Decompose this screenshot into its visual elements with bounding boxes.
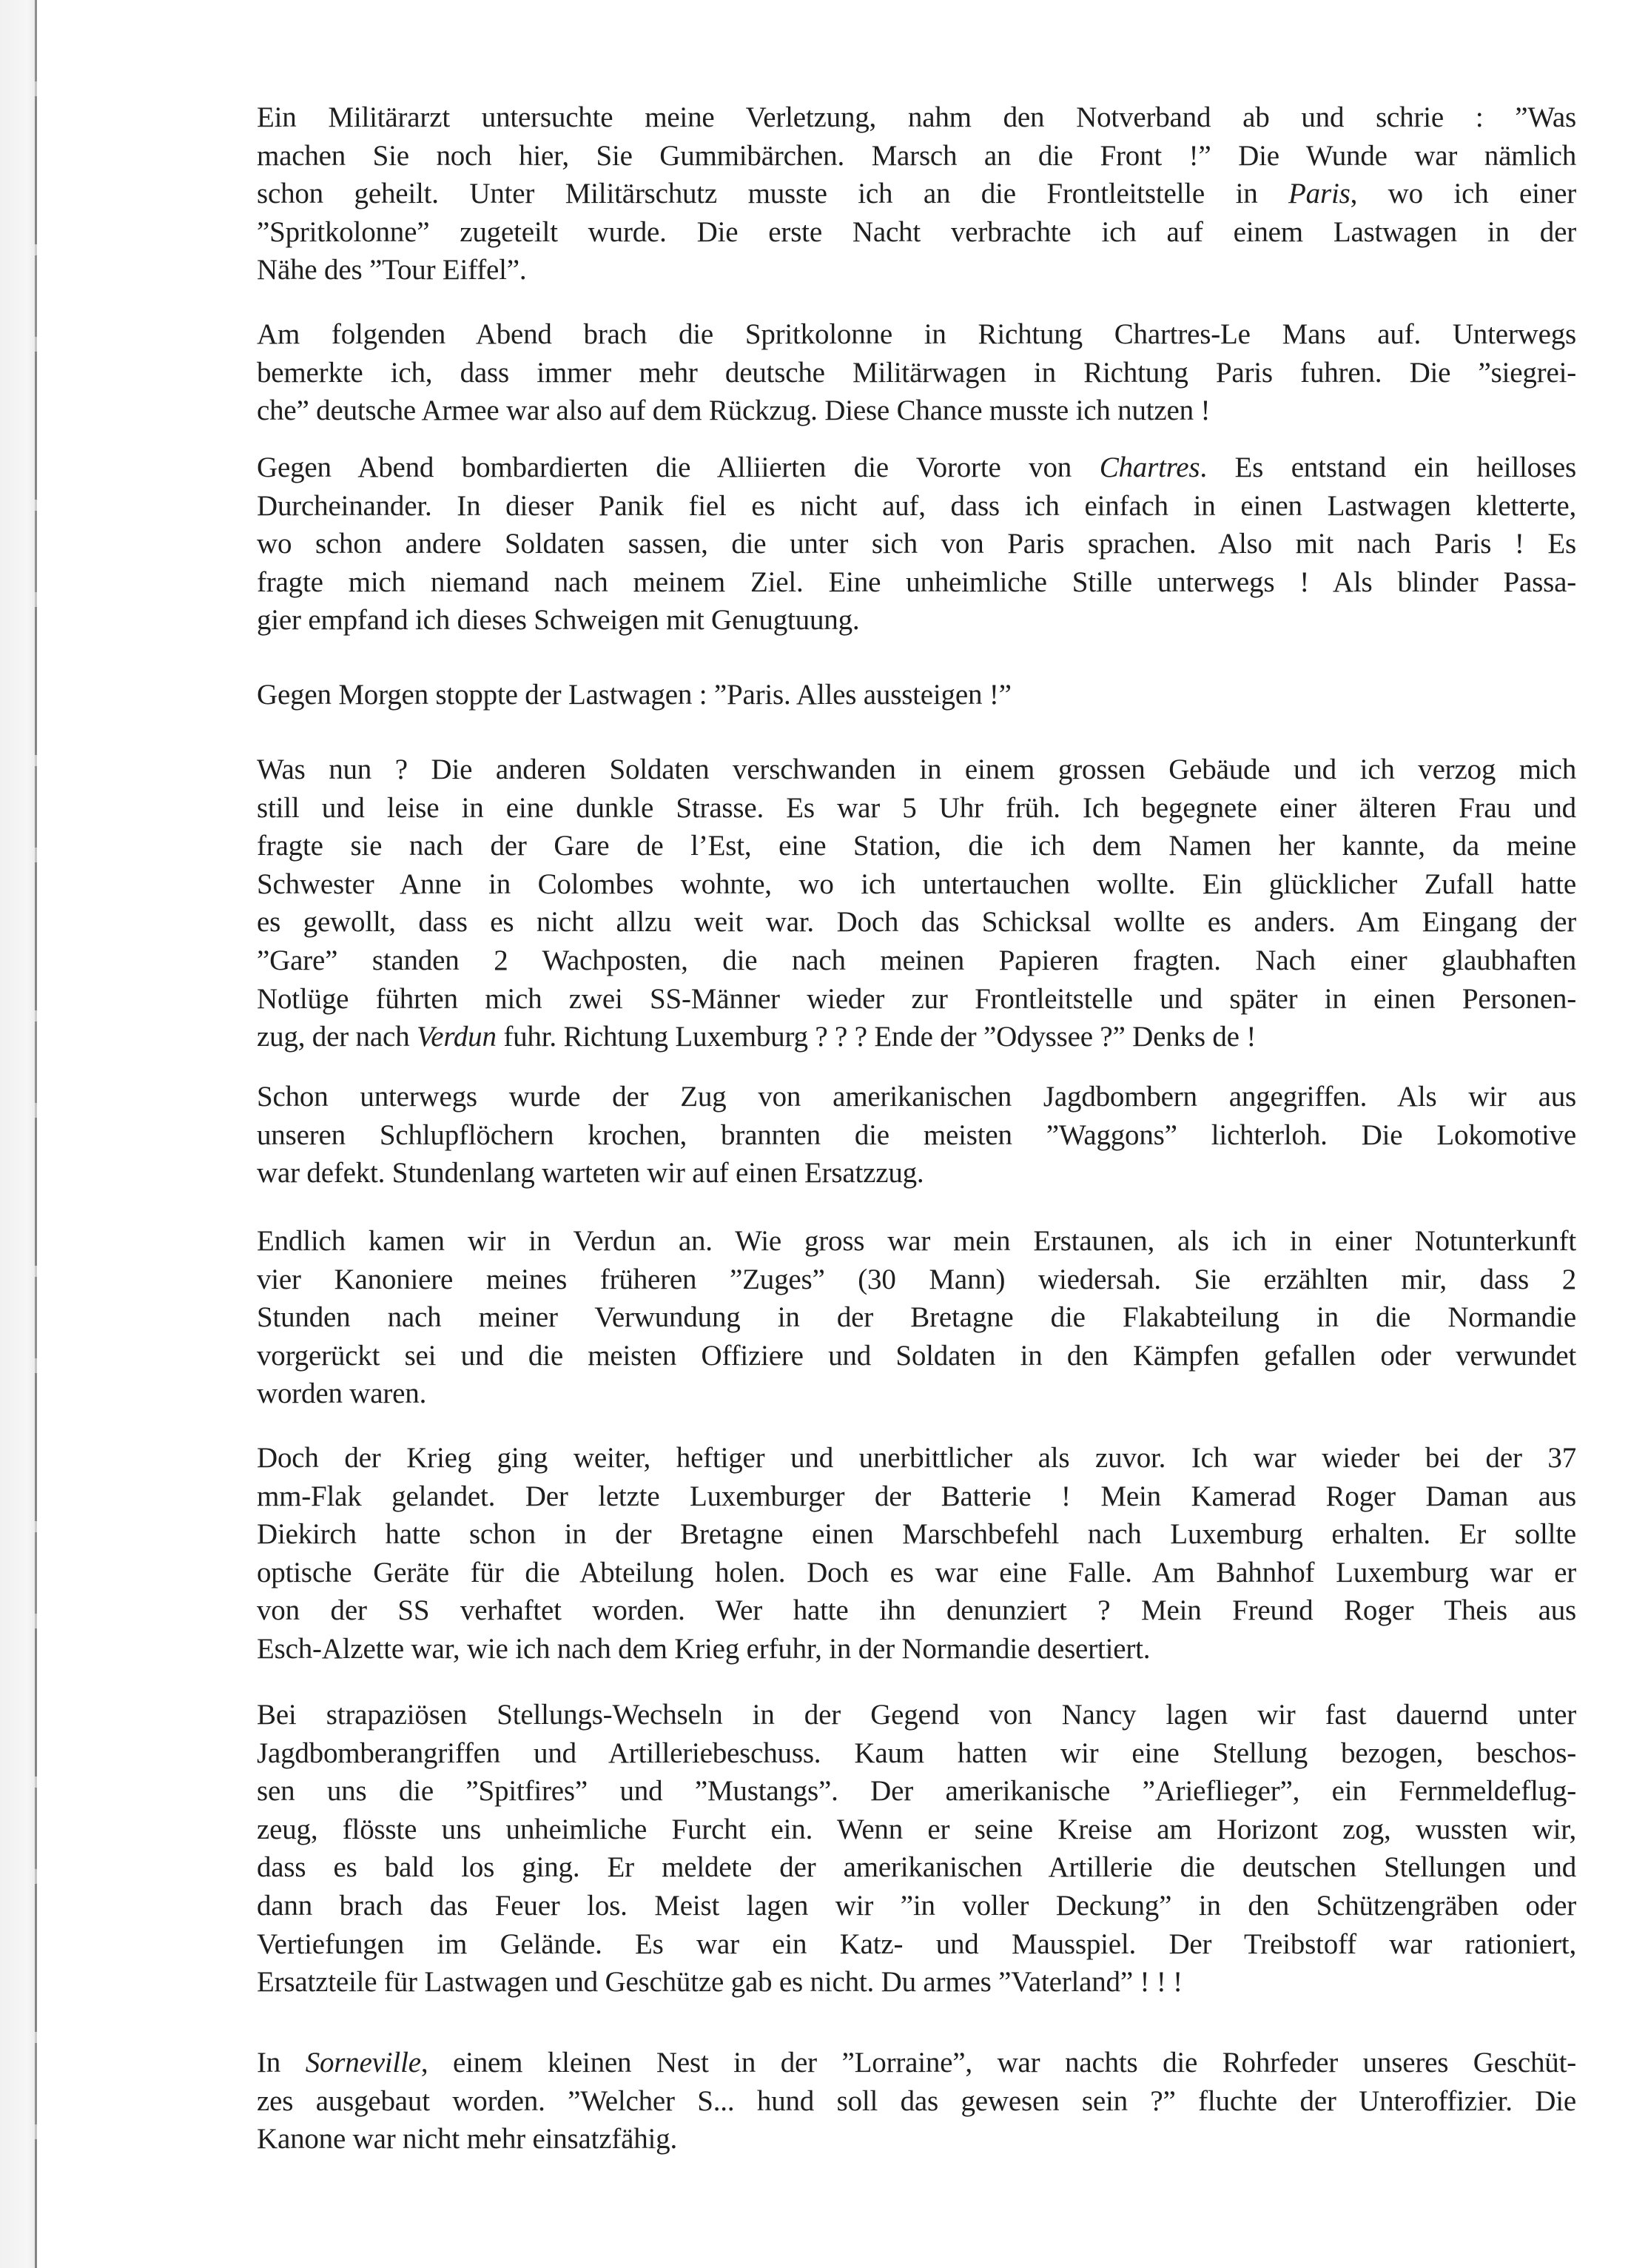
paragraph-7: [257, 1222, 1576, 1413]
text-line: Jagdbomberangriffen und Artilleriebeschuss. Kaum hatten wir eine Stellung bezogen, beschos-: [257, 1737, 1576, 1769]
text-line: fragte sie nach der Gare de l’Est, eine Station, die ich dem Namen her kannte, da meine: [257, 830, 1576, 862]
text-line: zes ausgebaut worden. ”Welcher S... hund soll das gewesen sein ?” fluchte der Unteroffizier. Die: [257, 2084, 1576, 2117]
text-line: gier empfand ich dieses Schweigen mit Genugtuung.: [257, 604, 860, 637]
document-page: [37, 0, 1648, 2268]
paragraph-5: [257, 751, 1576, 1056]
text-line: es gewollt, dass es nicht allzu weit war. Doch das Schicksal wollte es anders. Am Eingang der: [257, 906, 1576, 939]
paragraph-2: [257, 315, 1576, 430]
text-line: Bei strapaziösen Stellungs-Wechseln in der Gegend von Nancy lagen wir fast dauernd unter: [257, 1699, 1576, 1731]
paragraph-1: [257, 98, 1576, 289]
text-line: optische Geräte für die Abteilung holen. Doch es war eine Falle. Am Bahnhof Luxemburg war er: [257, 1556, 1576, 1588]
text-line: Gegen Morgen stoppte der Lastwagen : ”Paris. Alles aussteigen !”: [257, 679, 1012, 711]
text-line: Kanone war nicht mehr einsatzfähig.: [257, 2123, 678, 2155]
paragraph-4: [257, 676, 1576, 714]
text-line: wo schon andere Soldaten sassen, die unter sich von Paris sprachen. Also mit nach Paris ! Es: [257, 528, 1576, 560]
text-line: ”Spritkolonne” zugeteilt wurde. Die erste Nacht verbrachte ich auf einem Lastwagen in der: [257, 215, 1576, 248]
text-line: unseren Schlupflöchern krochen, brannten die meisten ”Waggons” lichterloh. Die Lokomotive: [257, 1118, 1576, 1151]
italic-term: Paris: [1288, 178, 1351, 210]
text-line: Schon unterwegs wurde der Zug von amerikanischen Jagdbombern angegriffen. Als wir aus: [257, 1081, 1576, 1113]
italic-term: Verdun: [416, 1021, 497, 1053]
text-line: fragte mich niemand nach meinem Ziel. Eine unheimliche Stille unterwegs ! Als blinder Passa-: [257, 566, 1576, 598]
text-line: Vertiefungen im Gelände. Es war ein Katz- und Mausspiel. Der Treibstoff war rationiert,: [257, 1928, 1576, 1960]
text-line: ”Gare” standen 2 Wachposten, die nach meinen Papieren fragten. Nach einer glaubhaften: [257, 944, 1576, 976]
page-binding-margin: [0, 0, 35, 2268]
text-line: Am folgenden Abend brach die Spritkolonne in Richtung Chartres-Le Mans auf. Unterwegs: [257, 318, 1576, 350]
paragraph-6: [257, 1078, 1576, 1192]
paragraph-9: [257, 1696, 1576, 2002]
text-line: Diekirch hatte schon in der Bretagne einen Marschbefehl nach Luxemburg erhalten. Er sollte: [257, 1518, 1576, 1551]
text-line: Was nun ? Die anderen Soldaten verschwanden in einem grossen Gebäude und ich verzog mich: [257, 754, 1576, 785]
text-line: bemerkte ich, dass immer mehr deutsche Militärwagen in Richtung Paris fuhren. Die ”siegrei-: [257, 356, 1576, 389]
text-line: schon geheilt. Unter Militärschutz musste ich an die Frontleitstelle in Paris, wo ich einer: [257, 178, 1576, 210]
text-line: che” deutsche Armee war also auf dem Rückzug. Diese Chance musste ich nutzen !: [257, 395, 1211, 427]
text-line: Nähe des ”Tour Eiffel”.: [257, 254, 527, 286]
text-line: In Sorneville, einem kleinen Nest in der ”Lorraine”, war nachts die Rohrfeder unseres Geschüt-: [257, 2047, 1576, 2079]
text-line: Schwester Anne in Colombes wohnte, wo ich untertauchen wollte. Ein glücklicher Zufall hatte: [257, 868, 1576, 900]
text-line: zeug, flösste uns unheimliche Furcht ein. Wenn er seine Kreise am Horizont zog, wussten wir,: [257, 1813, 1576, 1845]
text-line: vorgerückt sei und die meisten Offiziere und Soldaten in den Kämpfen gefallen oder verwundet: [257, 1339, 1576, 1372]
italic-term: Sorneville: [305, 2047, 421, 2079]
text-line: Stunden nach meiner Verwundung in der Bretagne die Flakabteilung in die Normandie: [257, 1301, 1576, 1334]
paragraph-8: [257, 1439, 1576, 1668]
text-line: Endlich kamen wir in Verdun an. Wie gross war mein Erstaunen, als ich in einer Notunterkunft: [257, 1225, 1576, 1257]
text-line: still und leise in eine dunkle Strasse. Es war 5 Uhr früh. Ich begegnete einer älteren Frau und: [257, 791, 1576, 824]
text-line: sen uns die ”Spitfires” und ”Mustangs”. Der amerikanische ”Arieflieger”, ein Fernmeldeflug-: [257, 1775, 1576, 1808]
text-line: von der SS verhaftet worden. Wer hatte ihn denunziert ? Mein Freund Roger Theis aus: [257, 1594, 1576, 1627]
paragraph-3: [257, 449, 1576, 640]
text-line: Ein Militärarzt untersuchte meine Verletzung, nahm den Notverband ab und schrie : ”Was: [257, 101, 1576, 133]
text-line: machen Sie noch hier, Sie Gummibärchen. Marsch an die Front !” Die Wunde war nämlich: [257, 139, 1576, 172]
text-line: mm-Flak gelandet. Der letzte Luxemburger der Batterie ! Mein Kamerad Roger Daman aus: [257, 1480, 1576, 1512]
text-line: Gegen Abend bombardierten die Alliierten die Vororte von Chartres. Es entstand ein heilloses: [257, 452, 1576, 483]
italic-term: Chartres: [1099, 452, 1200, 483]
text-line: vier Kanoniere meines früheren ”Zuges” (30 Mann) wiedersah. Sie erzählten mir, dass 2: [257, 1263, 1576, 1295]
paragraph-10: [257, 2044, 1576, 2158]
text-line: Ersatzteile für Lastwagen und Geschütze gab es nicht. Du armes ”Vaterland” ! ! !: [257, 1966, 1183, 1999]
text-line: dass es bald los ging. Er meldete der amerikanischen Artillerie die deutschen Stellungen und: [257, 1851, 1576, 1884]
text-line: dann brach das Feuer los. Meist lagen wir ”in voller Deckung” in den Schützengräben oder: [257, 1889, 1576, 1922]
text-line: war defekt. Stundenlang warteten wir auf einen Ersatzzug.: [257, 1157, 924, 1190]
text-line: worden waren.: [257, 1378, 427, 1410]
text-line: Doch der Krieg ging weiter, heftiger und unerbittlicher als zuvor. Ich war wieder bei der 37: [257, 1442, 1576, 1474]
text-line: Durcheinander. In dieser Panik fiel es nicht auf, dass ich einfach in einen Lastwagen kletterte,: [257, 489, 1576, 522]
text-line: Esch-Alzette war, wie ich nach dem Krieg erfuhr, in der Normandie desertiert.: [257, 1632, 1151, 1665]
text-line: zug, der nach Verdun fuhr. Richtung Luxemburg ? ? ? Ende der ”Odyssee ?” Denks de !: [257, 1021, 1257, 1053]
text-line: Notlüge führten mich zwei SS-Männer wieder zur Frontleitstelle und später in einen Personen-: [257, 982, 1576, 1015]
